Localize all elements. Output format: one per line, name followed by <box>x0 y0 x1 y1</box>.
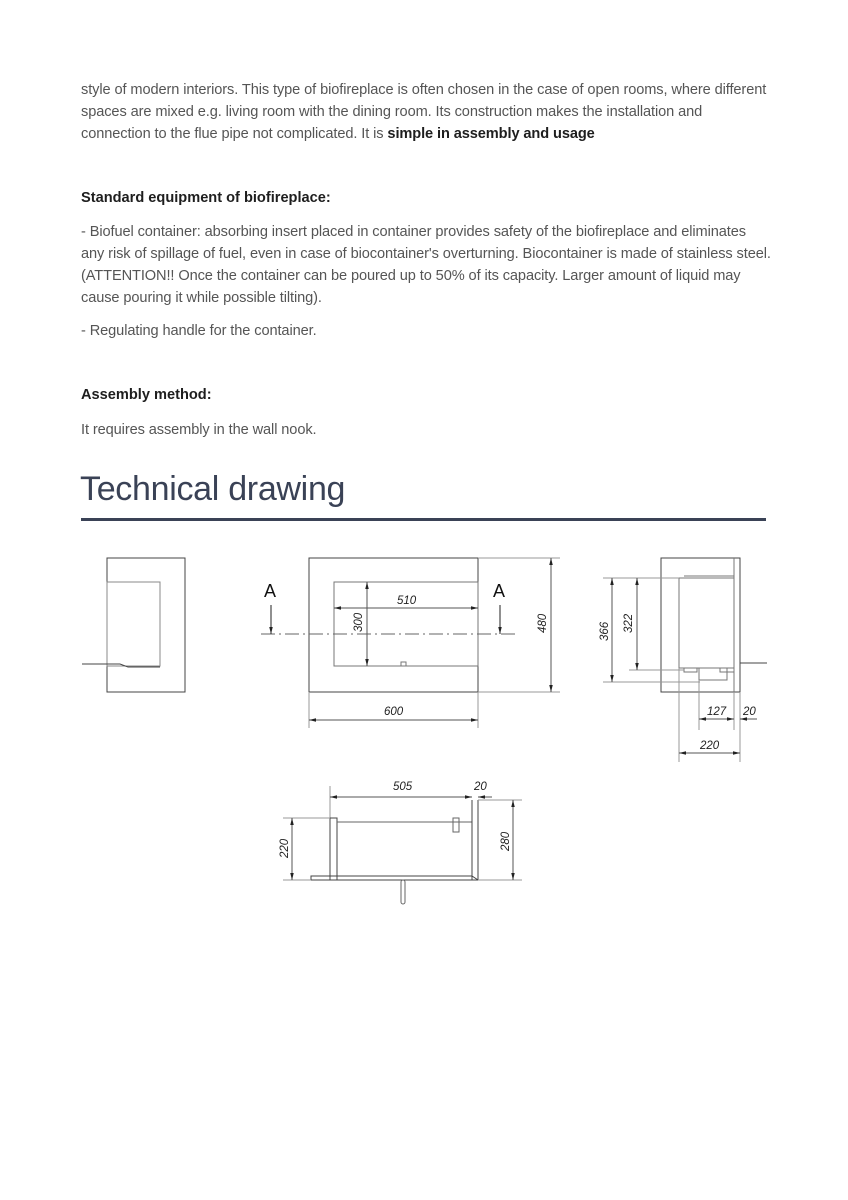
section-left-wall <box>330 818 337 880</box>
left-view-inner <box>107 582 160 666</box>
section-handle <box>453 818 459 832</box>
assembly-text: It requires assembly in the wall nook. <box>81 422 317 438</box>
dim-label-220: 220 <box>700 740 720 752</box>
intro-bold-text: simple in assembly and usage <box>387 126 595 142</box>
section-base <box>311 876 478 880</box>
equipment-item: - Regulating handle for the container. <box>81 323 317 339</box>
dim-label-480: 480 <box>537 613 549 633</box>
section-right-wall <box>472 800 478 880</box>
assembly-heading: Assembly method: <box>81 387 212 403</box>
left-view-outer <box>107 558 185 692</box>
front-view <box>261 558 560 728</box>
dim-label-127: 127 <box>707 706 727 718</box>
side-view <box>603 558 767 762</box>
section-view <box>283 786 522 904</box>
left-view <box>82 558 185 692</box>
dim-label-300: 300 <box>353 612 365 632</box>
equipment-item: - Biofuel container: absorbing insert placed in container provides safety of the biofireplace and eliminates any risk of spillage of fuel, even in case of biocontainer's overturning. Biocontainer is made of stainless steel. (ATTENTION!! Once the container can be poured up to 50% of its capacity. Larger amount of liquid may cause pouring it while possible tilting). <box>81 224 771 306</box>
section-mark-left: A <box>264 581 277 601</box>
side-view-container <box>679 578 734 668</box>
section-pipe <box>401 880 405 904</box>
dim-label-280: 280 <box>500 831 512 851</box>
dim-label-20-top: 20 <box>474 781 487 793</box>
dim-label-220-top: 220 <box>279 838 291 858</box>
dim-label-20: 20 <box>743 706 756 718</box>
page-title: Technical drawing <box>80 470 346 508</box>
side-view-tray <box>699 668 727 680</box>
equipment-heading: Standard equipment of biofireplace: <box>81 190 331 206</box>
dim-label-322: 322 <box>623 613 635 633</box>
dim-label-505: 505 <box>393 781 413 793</box>
intro-text: style of modern interiors. This type of biofireplace is often chosen in the case of open rooms, where different spaces are mixed e.g. living room with the dining room. Its construction makes the installation and connection to the flue pipe not complicated. It is <box>81 82 767 142</box>
dim-label-366: 366 <box>599 621 611 641</box>
dim-label-510: 510 <box>397 595 417 607</box>
front-view-handle <box>401 662 406 666</box>
section-mark-right: A <box>493 581 506 601</box>
dim-label-600: 600 <box>384 706 404 718</box>
